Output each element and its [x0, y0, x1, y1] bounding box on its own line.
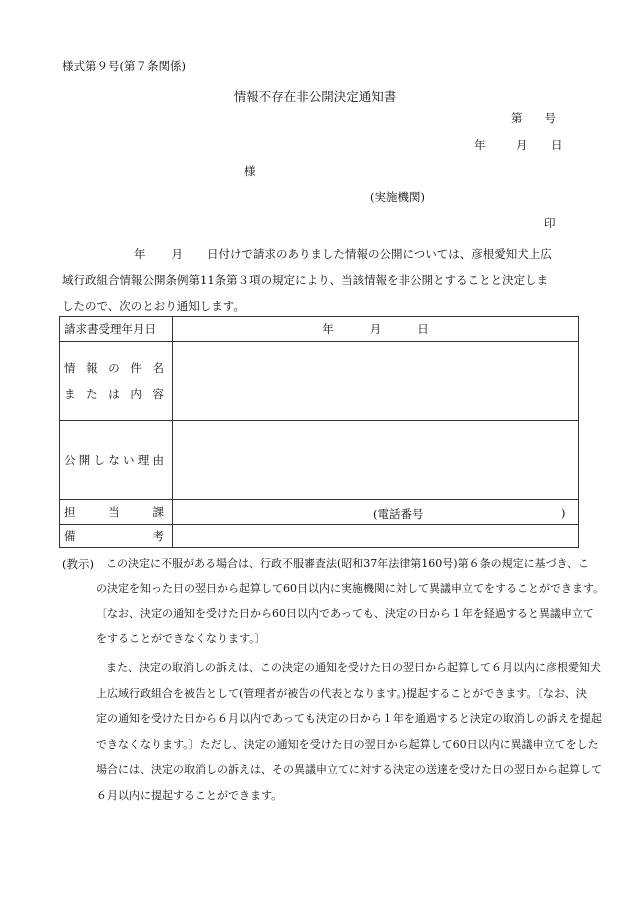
label-char: 理 [137, 453, 150, 467]
note-line: をすることができなくなります。〕 [96, 632, 266, 645]
label-char: 由 [152, 453, 164, 467]
remarks-value-field[interactable] [173, 525, 579, 548]
label-char: 報 [86, 361, 98, 375]
seal-mark: 印 [544, 216, 556, 230]
issue-date [474, 140, 563, 152]
note-line: この決定に不服がある場合は、行政不服審査法(昭和37年法律第160号)第６条の規定に基づき、こ [106, 557, 590, 570]
label-char: 容 [152, 387, 164, 401]
note-line: 〔なお、決定の通知を受けた日から60日以内であっても、決定の日から１年を経過すると異議申立て [96, 607, 594, 620]
label-char: し [93, 453, 105, 467]
label-char: 課 [152, 505, 164, 519]
number-dai: 第 [511, 111, 523, 125]
intro-line-1 [62, 241, 582, 267]
note-line: 定の通知を受けた日から６月以内であっても決定の日から１年を通過すると決定の取消しの訴えを提起 [96, 712, 602, 725]
label-char: 開 [78, 453, 91, 467]
table-row [60, 342, 579, 421]
table-row [60, 317, 579, 342]
notice-table [59, 316, 579, 548]
label-char: た [86, 387, 98, 401]
label-char: 考 [152, 529, 164, 543]
label-char: 当 [108, 505, 120, 519]
receipt-date-label: 請求書受理年月日 [60, 317, 173, 342]
intro-date-month: 月 [171, 247, 183, 261]
table-row [60, 525, 579, 548]
table-row [60, 421, 579, 500]
section-label [60, 500, 173, 525]
issue-date-day: 日 [551, 138, 563, 152]
phone-label-close: ) [561, 506, 566, 520]
label-char: 情 [64, 361, 76, 375]
label-char: な [108, 453, 120, 467]
receipt-day: 日 [417, 322, 429, 336]
note-line: 場合には、決定の取消しの訴えは、その異議申立てに対する決定の送達を受けた日の翌日から起算して [96, 763, 602, 776]
subject-label [60, 342, 173, 421]
label-char: 公 [64, 453, 76, 467]
label-char: 名 [152, 361, 164, 375]
label-char: の [108, 361, 120, 375]
reason-label [60, 421, 173, 500]
reason-value-field[interactable] [173, 421, 579, 500]
issue-date-year: 年 [474, 138, 486, 152]
receipt-date-value [173, 317, 579, 342]
receipt-month: 月 [369, 322, 382, 336]
note-line: 上広域行政組合を被告として(管理者が被告の代表となります。)提起することができます。〔なお、決 [96, 686, 587, 700]
phone-number-area [173, 500, 578, 524]
instruction-heading: (教示) [62, 557, 94, 571]
label-char: 備 [64, 529, 76, 543]
label-char: 担 [64, 505, 76, 519]
table-row [60, 500, 579, 525]
label-char: は [108, 387, 120, 401]
note-line: また、決定の取消しの訴えは、この決定の通知を受けた日の翌日から起算して６月以内に彦根愛知犬 [106, 661, 601, 674]
note-line: できなくなります。〕ただし、決定の通知を受けた日の翌日から起算して60日以内に異議申立てをした [96, 737, 599, 751]
intro-line-3: したので、次のとおり通知します。 [62, 299, 245, 313]
subject-value-field[interactable] [173, 342, 579, 421]
label-char: い [123, 453, 135, 467]
instruction-paragraph-2 [96, 655, 602, 808]
intro-date-year: 年 [134, 247, 146, 261]
intro-line-1-text: 日付けで請求のありました情報の公開については、彦根愛知犬上広 [207, 247, 552, 261]
label-char: 内 [130, 387, 142, 401]
label-char: 件 [130, 361, 142, 375]
remarks-label-text [64, 528, 164, 544]
instruction-paragraph-1 [96, 551, 605, 651]
document-title: 情報不存在非公開決定通知書 [233, 89, 397, 104]
form-number-label: 様式第９号(第７条関係) [62, 59, 186, 73]
remarks-label [60, 525, 173, 548]
document-number [511, 113, 556, 125]
subject-label-line-1 [64, 355, 164, 381]
reason-label-text [64, 452, 164, 468]
addressee-suffix: 様 [244, 164, 256, 178]
intro-line-2: 域行政組合情報公開条例第11条第３項の規定により、当該情報を非公開とすることと決定しま [62, 273, 549, 287]
receipt-year: 年 [322, 322, 334, 336]
section-value-field[interactable] [173, 500, 579, 525]
phone-label-open: (電話番号 [373, 507, 424, 521]
section-label-text [64, 504, 164, 520]
number-go: 号 [544, 111, 556, 125]
label-char: ま [64, 387, 76, 401]
issue-date-month: 月 [516, 138, 528, 152]
note-line: ６月以内に提起することができます。 [96, 788, 283, 802]
intro-paragraph [62, 241, 582, 319]
note-line: の決定を知った日の翌日から起算して60日以内に実施機関に対して異議申立てをすることができます。 [96, 582, 605, 595]
implementing-organization: (実施機関) [370, 190, 425, 204]
subject-label-line-2 [64, 381, 164, 407]
